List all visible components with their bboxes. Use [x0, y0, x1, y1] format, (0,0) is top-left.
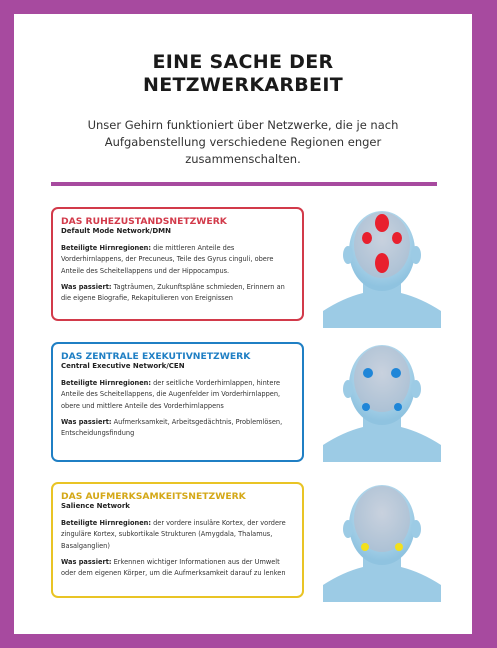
card-happens — [61, 417, 292, 440]
happens-text: Tagträumen, Zukunftspläne schmieden, Erinnern an die eigene Biografie, Rekapitulieren von Ereignissen — [61, 282, 285, 303]
title-line-2: NETZWERKARBEIT — [143, 74, 343, 96]
card-subtitle: Central Executive Network/CEN — [61, 362, 185, 370]
card-regions — [61, 518, 292, 552]
card-happens — [61, 282, 292, 305]
regions-text: der vordere insuläre Kortex, der vordere zinguläre Kortex, subkortikale Strukturen (Amygdala, Thalamus, Basalganglien) — [61, 519, 286, 550]
head-illustration-dmn — [323, 203, 441, 328]
brain-region-dot — [361, 543, 369, 551]
section-divider — [51, 182, 437, 186]
card-regions — [61, 378, 292, 412]
happens-label: Was passiert: — [61, 282, 112, 291]
intro-text: Unser Gehirn funktioniert über Netzwerke, die je nach Aufgabenstellung verschiedene Regionen enger zusammenschalten. — [87, 118, 399, 166]
card-title: DAS AUFMERKSAMKEITSNETZWERK — [61, 491, 246, 502]
happens-label: Was passiert: — [61, 557, 112, 566]
card-title: DAS ZENTRALE EXEKUTIVNETZWERK — [61, 351, 251, 362]
happens-text: Erkennen wichtiger Informationen aus der Umwelt oder dem eigenen Körper, um die Aufmerksamkeit darauf zu lenken — [61, 557, 286, 578]
brain-region-dot — [375, 253, 389, 273]
regions-label: Beteiligte Hirnregionen: — [61, 244, 151, 252]
regions-text: der seitliche Vorderhirnlappen, hintere Anteile des Scheitellappens, die Augenfelder im Vorderhirnlappen, obere und mittlere Anteile des Vorderhirnlappens — [61, 379, 281, 410]
brain-region-dot — [395, 543, 403, 551]
poster-page — [14, 14, 472, 634]
happens-label: Was passiert: — [61, 417, 112, 426]
card-happens — [61, 557, 292, 580]
head-illustration-cen — [323, 337, 441, 462]
brain-region-dot — [375, 214, 389, 232]
network-card-cen — [51, 342, 304, 462]
regions-label: Beteiligte Hirnregionen: — [61, 519, 151, 527]
card-subtitle: Default Mode Network/DMN — [61, 227, 171, 235]
card-title: DAS RUHEZUSTANDSNETZWERK — [61, 216, 227, 227]
card-regions — [61, 243, 292, 277]
page-title — [14, 51, 472, 97]
brain-region-dot — [363, 368, 373, 378]
regions-label: Beteiligte Hirnregionen: — [61, 379, 151, 387]
network-card-salience — [51, 482, 304, 598]
happens-text: Aufmerksamkeit, Arbeitsgedächtnis, Problemlösen, Entscheidungsfindung — [61, 417, 283, 438]
network-card-dmn — [51, 207, 304, 321]
head-illustration-salience — [323, 477, 441, 602]
brain-region-dot — [392, 232, 402, 244]
title-line-1: EINE SACHE DER — [152, 51, 334, 73]
brain-region-dot — [391, 368, 401, 378]
regions-text: die mittleren Anteile des Vorderhirnlappens, der Precuneus, Teile des Gyrus cinguli, obere Anteile des Scheitellappens und der Hippocampus. — [61, 244, 274, 275]
card-subtitle: Salience Network — [61, 502, 130, 510]
brain-region-dot — [362, 403, 370, 411]
brain-region-dot — [394, 403, 402, 411]
brain-region-dot — [362, 232, 372, 244]
